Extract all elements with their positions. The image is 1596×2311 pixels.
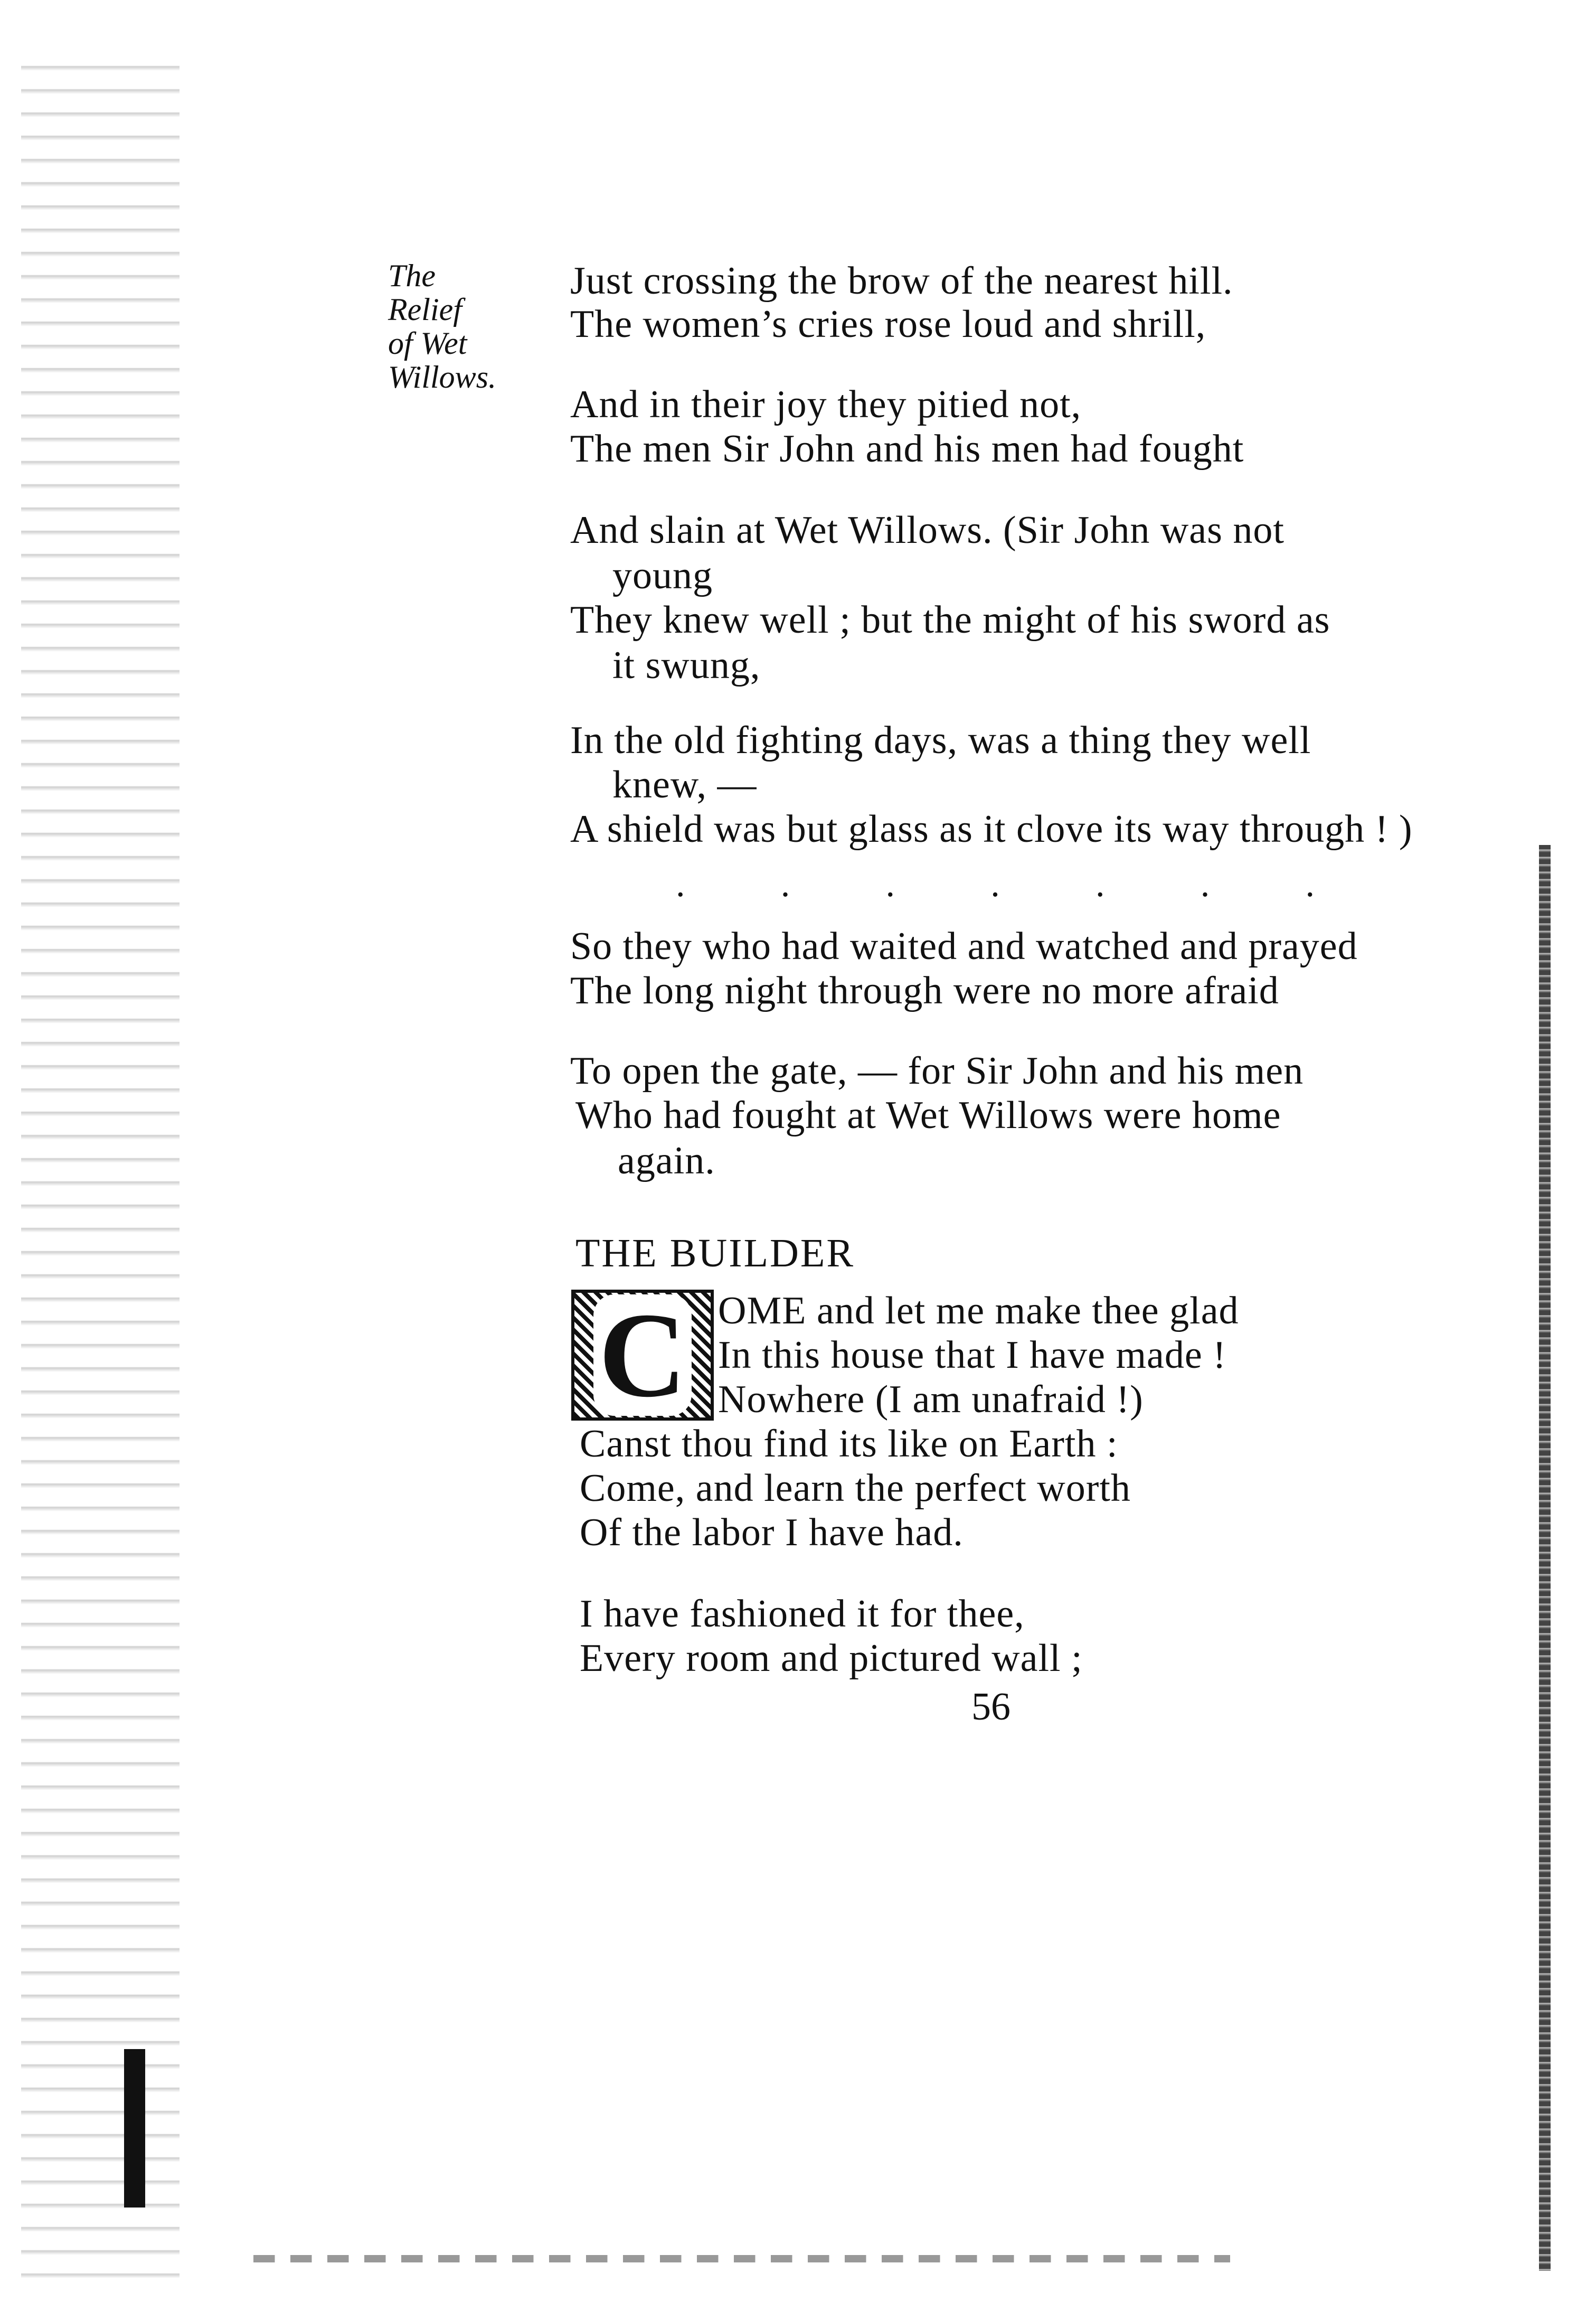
poem-line-continuation: young [612, 554, 713, 597]
scan-edge-bottom [253, 2255, 1230, 2262]
poem-line: I have fashioned it for thee, [580, 1592, 1025, 1636]
poem-line: They knew well ; but the might of his sword as [570, 598, 1330, 642]
page-number: 56 [971, 1685, 1011, 1728]
poem-line: A shield was but glass as it clove its way through ! ) [570, 807, 1413, 851]
poem-line: Come, and learn the perfect worth [580, 1467, 1131, 1510]
poem-line: Nowhere (I am unafraid !) [718, 1378, 1144, 1421]
scan-edge-right [1539, 845, 1551, 2271]
poem-line-continuation: again. [618, 1139, 715, 1182]
dot: . [885, 864, 895, 905]
section-break [676, 866, 1315, 903]
poem-line: In the old fighting days, was a thing they well [570, 719, 1311, 762]
ornamental-drop-cap [571, 1290, 714, 1421]
drop-cap-letter: C [593, 1294, 692, 1416]
side-note-line: Willows. [388, 360, 497, 394]
dot: . [1305, 864, 1315, 905]
poem-line: And in their joy they pitied not, [570, 383, 1082, 426]
dot: . [990, 864, 1000, 905]
poem-line: Every room and pictured wall ; [580, 1637, 1083, 1680]
poem-title: THE BUILDER [575, 1231, 855, 1275]
side-note-line: of Wet [388, 326, 467, 361]
scan-edge-left [21, 48, 180, 2292]
poem-line: In this house that I have made ! [718, 1333, 1226, 1377]
poem-line: The men Sir John and his men had fought [570, 427, 1244, 471]
poem-line-continuation: knew, — [612, 763, 757, 806]
side-note-line: Relief [388, 292, 462, 327]
dot: . [1096, 864, 1105, 905]
dot: . [780, 864, 790, 905]
poem-line: To open the gate, — for Sir John and his men [570, 1049, 1304, 1093]
dot: . [1200, 864, 1210, 905]
side-note-line: The [388, 258, 436, 293]
poem-line: Of the labor I have had. [580, 1511, 964, 1554]
poem-line: Canst thou find its like on Earth : [580, 1422, 1118, 1465]
poem-line: And slain at Wet Willows. (Sir John was not [570, 509, 1285, 552]
poem-line: So they who had waited and watched and prayed [570, 925, 1358, 968]
dot: . [676, 864, 685, 905]
scan-edge-mark [124, 2049, 145, 2207]
poem-line: The long night through were no more afraid [570, 969, 1279, 1012]
poem-line: Who had fought at Wet Willows were home [575, 1094, 1281, 1137]
poem-line: OME and let me make thee glad [718, 1289, 1239, 1332]
poem-line: Just crossing the brow of the nearest hill. [570, 259, 1233, 303]
side-note [388, 259, 546, 394]
poem-line: The women’s cries rose loud and shrill, [570, 303, 1206, 346]
poem-line-continuation: it swung, [612, 644, 761, 687]
